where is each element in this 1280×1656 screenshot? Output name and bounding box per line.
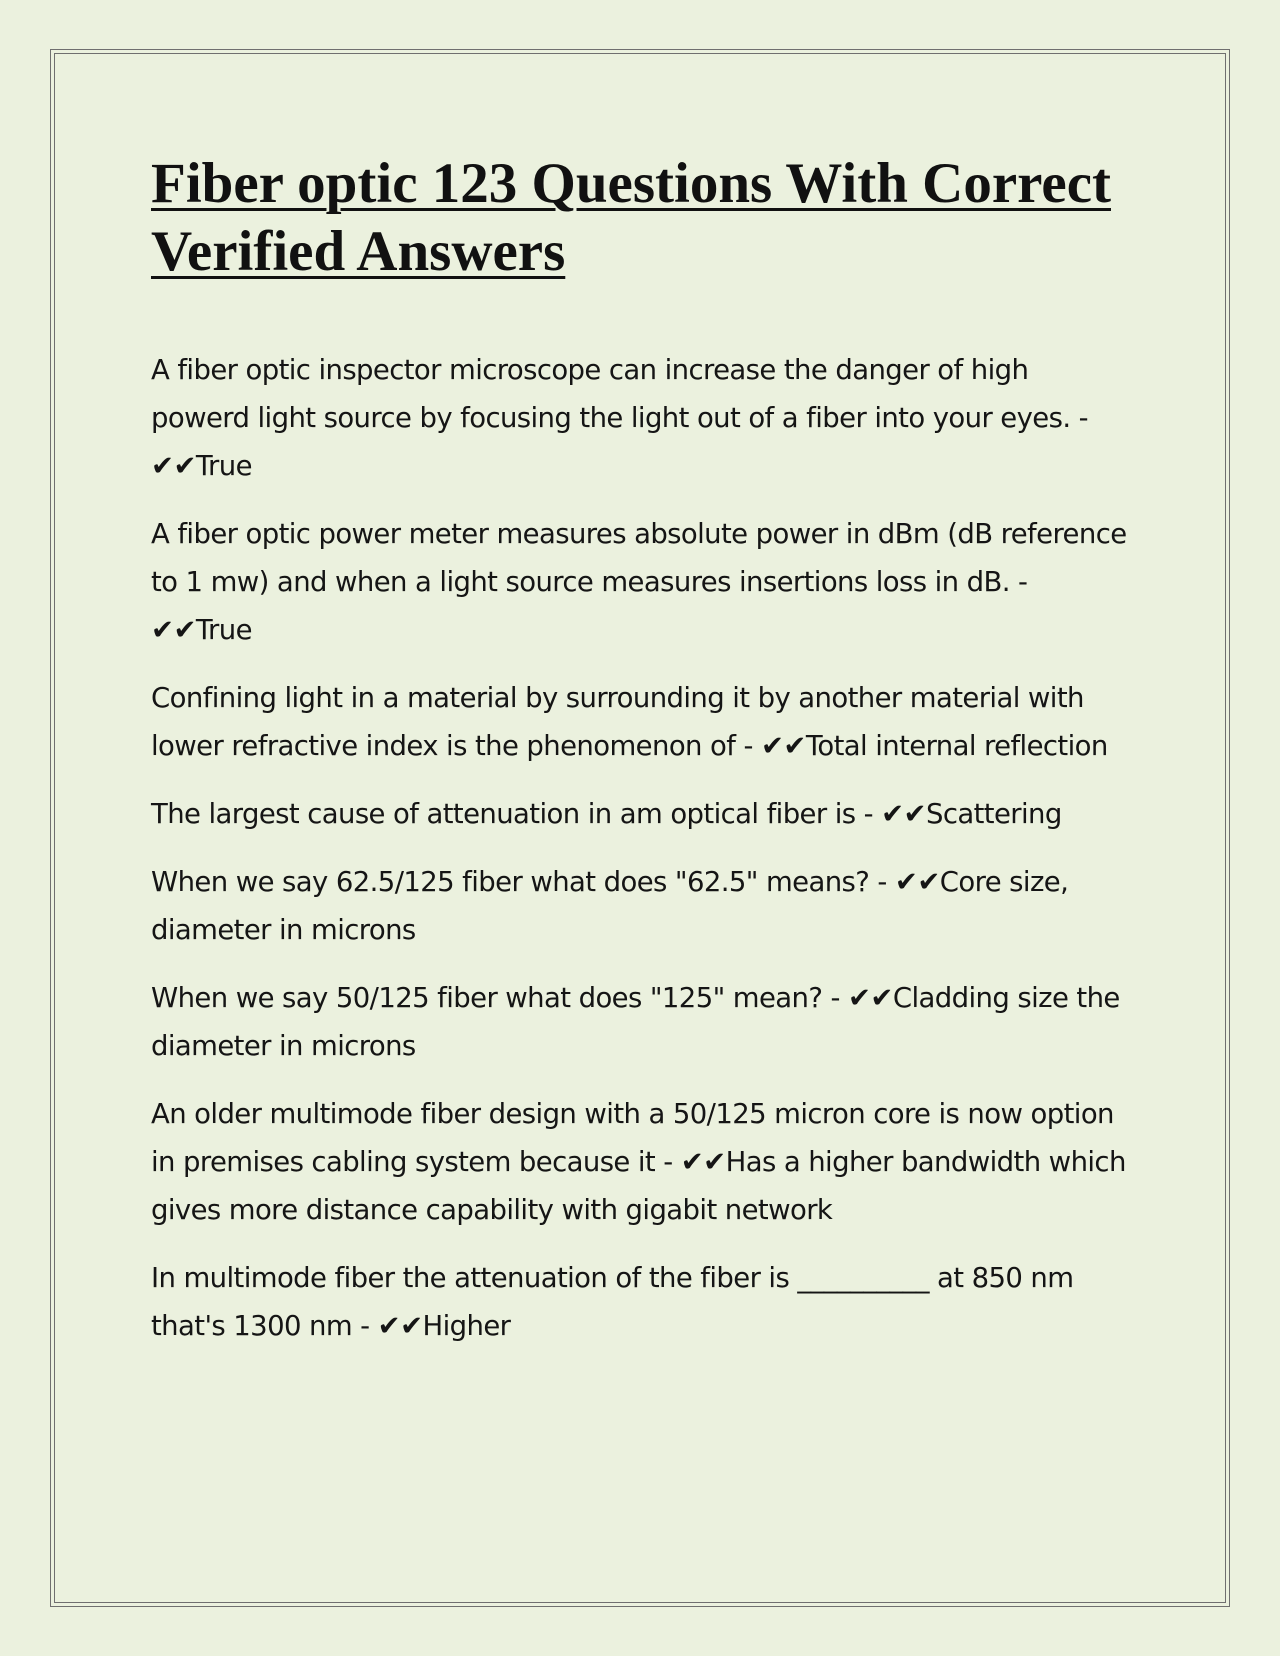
check-mark-icon: ✔✔: [151, 614, 196, 646]
document-body: [151, 150, 1131, 1370]
qa-item: In multimode fiber the attenuation of the fiber is __________ at 850 nm that's 1300 nm - ✔✔Higher: [151, 1262, 1074, 1342]
qa-item: The largest cause of attenuation in am optical fiber is - ✔✔Scattering: [151, 798, 1062, 830]
question-text: When we say 62.5/125 fiber what does "62.5" means?: [151, 866, 870, 898]
question-text: A fiber optic inspector microscope can increase the danger of high powerd light source by focusing the light out of a fiber into your eyes.: [151, 354, 1071, 434]
qa-item: When we say 62.5/125 fiber what does "62.5" means? - ✔✔Core size, diameter in microns: [151, 866, 1069, 946]
qa-list: [151, 346, 1131, 1350]
question-text: When we say 50/125 fiber what does "125" mean?: [151, 982, 823, 1014]
question-text: The largest cause of attenuation in am optical fiber is: [151, 798, 856, 830]
answer-text: True: [195, 450, 252, 482]
qa-item: Confining light in a material by surrounding it by another material with lower refractive index is the phenomenon of - ✔✔Total internal reflection: [151, 682, 1108, 762]
question-text: An older multimode fiber design with a 50/125 micron core is now option in premises cabling system because it: [151, 1098, 1114, 1178]
question-text: Confining light in a material by surrounding it by another material with lower refractive index is the phenomenon of: [151, 682, 1084, 762]
answer-text: Core size, diameter in microns: [151, 866, 1069, 946]
answer-text: Higher: [422, 1310, 511, 1342]
check-mark-icon: ✔✔: [847, 982, 893, 1014]
check-mark-icon: ✔✔: [894, 866, 940, 898]
check-mark-icon: ✔✔: [760, 730, 806, 762]
document-title: Fiber optic 123 Questions With Correct Verified Answers: [151, 152, 1111, 283]
check-mark-icon: ✔✔: [881, 798, 926, 830]
check-mark-icon: ✔✔: [151, 450, 196, 482]
qa-item: A fiber optic power meter measures absolute power in dBm (dB reference to 1 mw) and when a light source measures insertions loss in dB. - ✔✔True: [151, 518, 1127, 646]
answer-text: True: [195, 614, 252, 646]
check-mark-icon: ✔✔: [377, 1310, 423, 1342]
qa-item: An older multimode fiber design with a 50/125 micron core is now option in premises cabling system because it - ✔✔Has a higher bandwidth which gives more distance capability with gigabit network: [151, 1098, 1126, 1226]
question-text: A fiber optic power meter measures absolute power in dBm (dB reference to 1 mw) and when a light source measures insertions loss in dB.: [151, 518, 1127, 598]
answer-text: Has a higher bandwidth which gives more distance capability with gigabit network: [151, 1146, 1126, 1226]
qa-item: A fiber optic inspector microscope can increase the danger of high powerd light source by focusing the light out of a fiber into your eyes. - ✔✔True: [151, 354, 1088, 482]
check-mark-icon: ✔✔: [680, 1146, 726, 1178]
answer-text: Total internal reflection: [805, 730, 1108, 762]
answer-text: Scattering: [926, 798, 1062, 830]
qa-item: When we say 50/125 fiber what does "125" mean? - ✔✔Cladding size the diameter in microns: [151, 982, 1120, 1062]
answer-text: Cladding size the diameter in microns: [151, 982, 1120, 1062]
question-text: In multimode fiber the attenuation of the fiber is __________ at 850 nm that's 1300 nm: [151, 1262, 1074, 1342]
